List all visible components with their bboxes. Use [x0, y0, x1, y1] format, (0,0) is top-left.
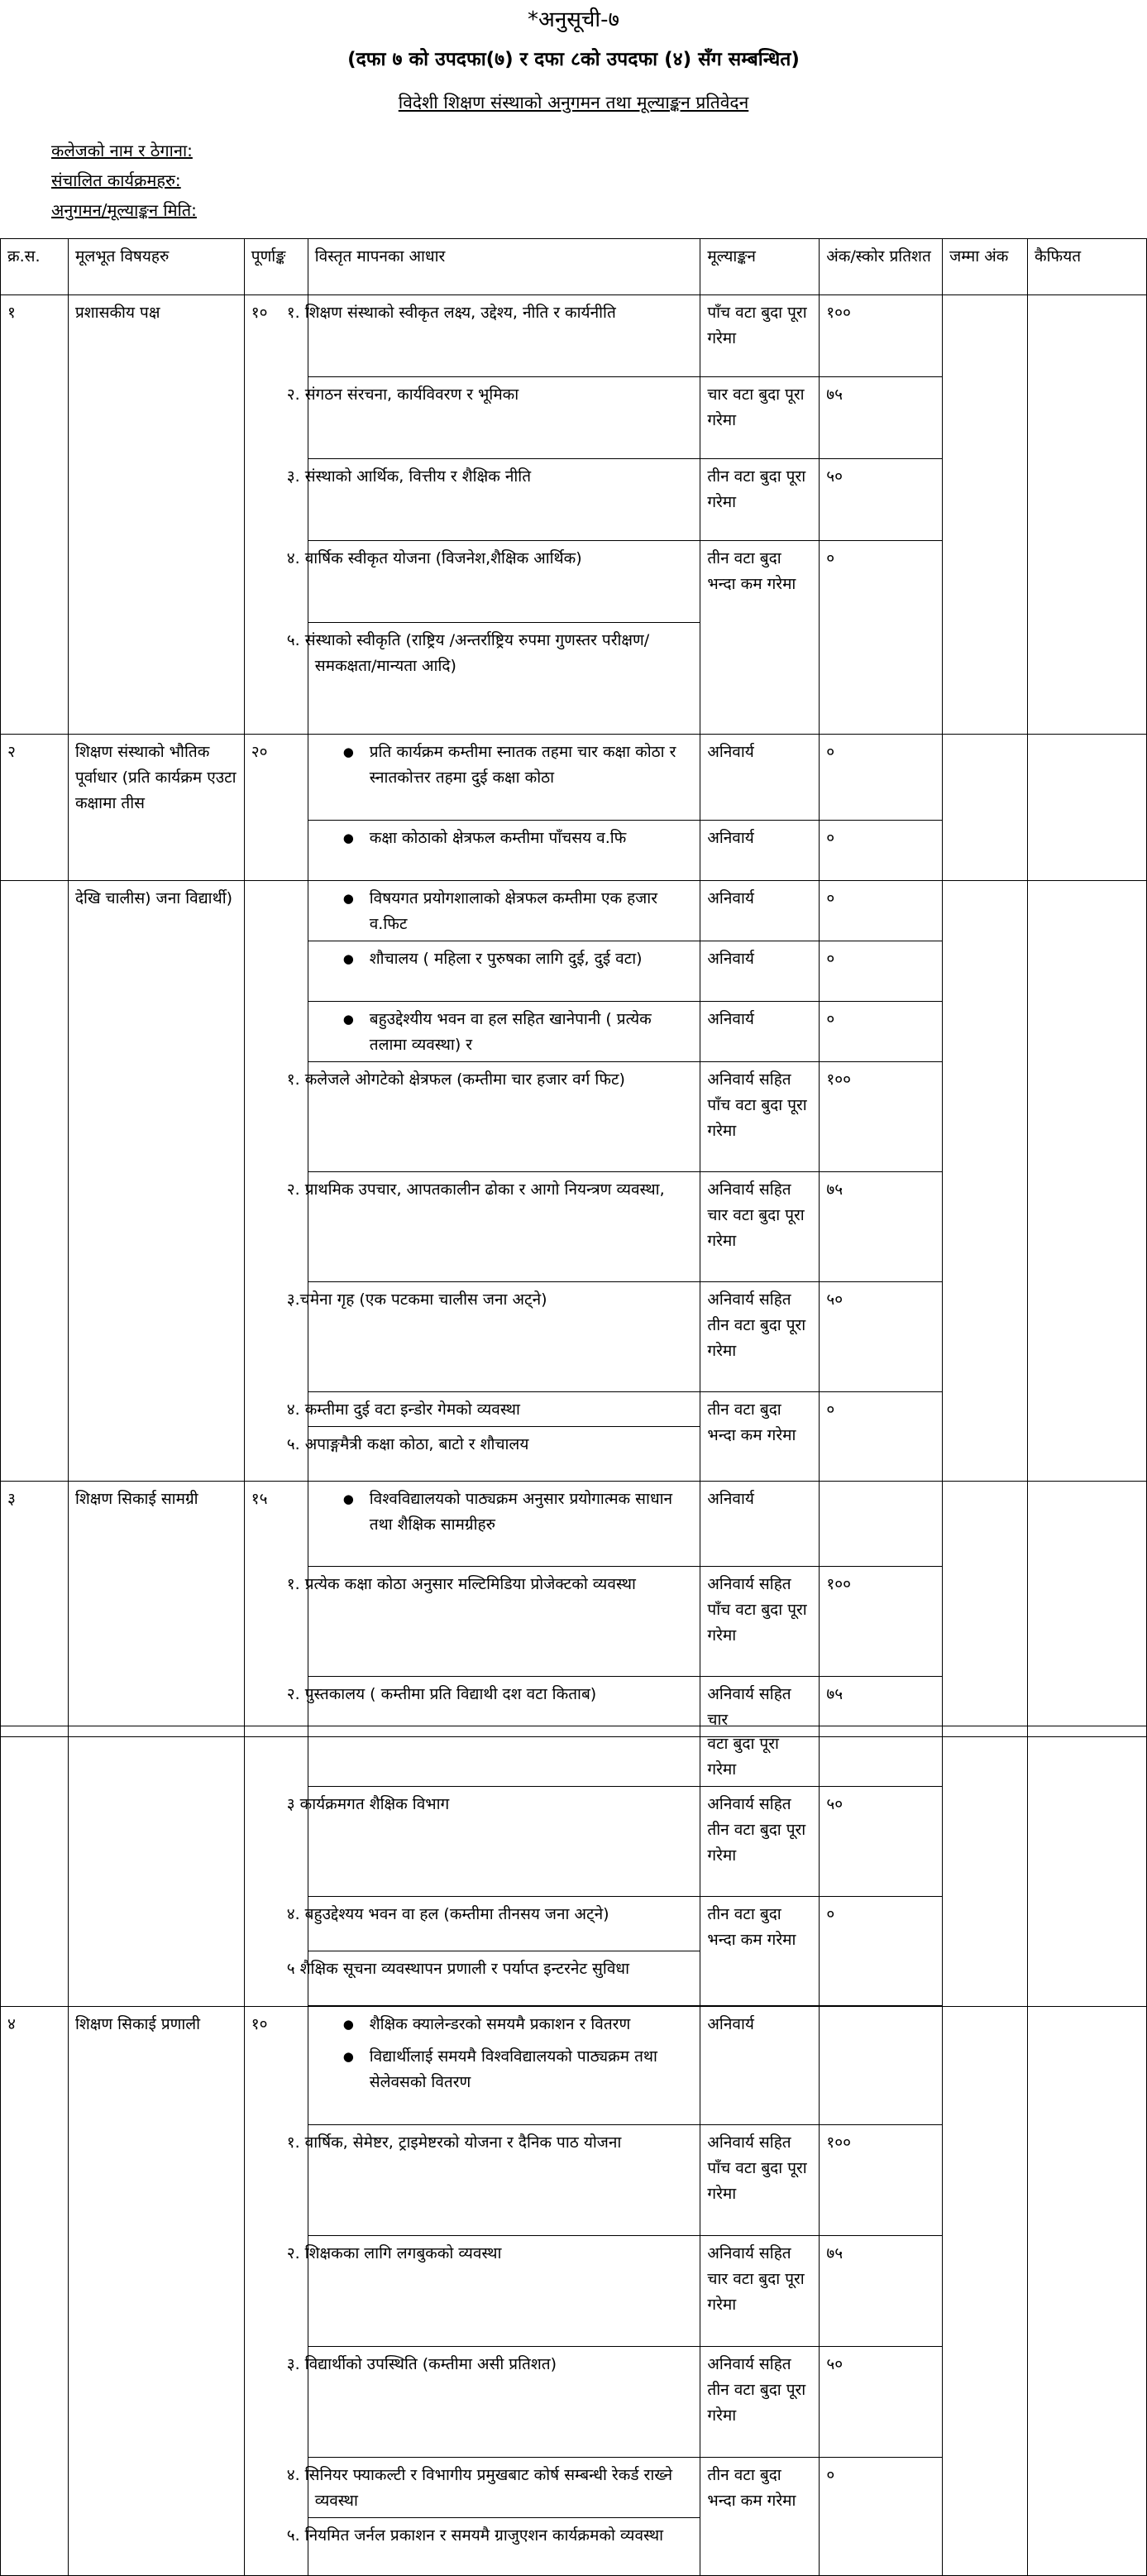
row3-eval-4: तीन वटा बुदा भन्दा कम गरेमा: [700, 1897, 820, 2006]
row2-bullet-2-text: ● कक्षा कोठाको क्षेत्रफल कम्तीमा पाँचसय व.फि: [315, 826, 694, 851]
row1-full-marks: १०: [244, 295, 308, 735]
row3-criterion-3: ३ कार्यक्रमगत शैक्षिक विभाग: [308, 1787, 700, 1897]
row1-total: [943, 295, 1028, 735]
row3-score-1: १००: [820, 1567, 943, 1677]
programs-field: संचालित कार्यक्रमहरु:: [51, 170, 181, 190]
row4-criterion-2: २. शिक्षकका लागि लगबुकको व्यवस्था: [308, 2236, 700, 2347]
row4-topic: शिक्षण सिकाई प्रणाली: [68, 2007, 244, 2576]
row4-criterion-4: ४. सिनियर फ्याकल्टी र विभागीय प्रमुखबाट कोर्ष सम्बन्धी रेकर्ड राख्ने व्यवस्था: [308, 2458, 700, 2518]
row3-remarks-part-a: [1028, 1482, 1147, 1737]
row2-score-3: ५०: [820, 1282, 943, 1392]
row1-criterion-5: ५. संस्थाको स्वीकृति (राष्ट्रिय /अन्तर्राष्ट्रिय रुपमा गुणस्तर परीक्षण/समकक्षता/मान्यता आदि): [308, 623, 700, 735]
row2-score-bullet-1: ०: [820, 735, 943, 821]
row3-eval-2-part-b: वटा बुदा पूरा गरेमा: [700, 1726, 820, 1787]
row4-eval-1: अनिवार्य सहित पाँच वटा बुदा पूरा गरेमा: [700, 2125, 820, 2236]
row1-eval-4: तीन वटा बुदा भन्दा कम गरेमा: [700, 541, 820, 735]
row1-sn: १: [1, 295, 69, 735]
row2-bullet-5-text: ● बहुउद्देश्यीय भवन वा हल सहित खानेपानी ( प्रत्येक तलामा व्यवस्था) र: [315, 1007, 694, 1058]
row2-total-part-a: [943, 735, 1028, 881]
row1-score-3: ५०: [820, 459, 943, 541]
table-header-row: [1, 239, 1147, 295]
row2-criterion-4: ४. कम्तीमा दुई वटा इन्डोर गेमको व्यवस्था: [308, 1392, 700, 1427]
row3-score-2: ७५: [820, 1677, 943, 1737]
table-row: [1, 1482, 1147, 1567]
row2-topic-part-b: देखि चालीस) जना विद्यार्थी): [68, 881, 244, 1482]
row3-total-part-a: [943, 1482, 1028, 1737]
row2-bullet-4: [308, 941, 700, 1002]
table-row: [1, 1726, 1147, 1787]
row2-bullet-3-text: ● विषयगत प्रयोगशालाको क्षेत्रफल कम्तीमा एक हजार व.फिट: [315, 886, 694, 937]
row2-score-bullet-4: ०: [820, 941, 943, 1002]
row2-bullet-3: [308, 881, 700, 941]
row2-score-4: ०: [820, 1392, 943, 1482]
col-header-evaluation: मूल्याङ्कन: [700, 239, 820, 295]
annex-number: *अनुसूची-७: [527, 7, 620, 32]
row2-bullet-5: [308, 1002, 700, 1062]
table-row: [1, 881, 1147, 941]
row1-score-1: १००: [820, 295, 943, 377]
row4-score-3: ५०: [820, 2347, 943, 2458]
row4-eval-4: तीन वटा बुदा भन्दा कम गरेमा: [700, 2458, 820, 2576]
row3-eval-bullet-1: अनिवार्य: [700, 1482, 820, 1567]
row2-criterion-3: ३.चमेना गृह (एक पटकमा चालीस जना अट्ने): [308, 1282, 700, 1392]
row2-score-bullet-2: ०: [820, 821, 943, 881]
row2-eval-bullet-4: अनिवार्य: [700, 941, 820, 1002]
row3-eval-2-part-a: अनिवार्य सहित चार: [700, 1677, 820, 1737]
row2-bullet-1: [308, 735, 700, 821]
col-header-sn: क्र.स.: [1, 239, 69, 295]
row4-criterion-1: १. वार्षिक, सेमेष्टर, ट्राइमेष्टरको योजना र दैनिक पाठ योजना: [308, 2125, 700, 2236]
row4-sn: ४: [1, 2007, 69, 2576]
row2-bullet-2: [308, 821, 700, 881]
row2-criterion-5: ५. अपाङ्गमैत्री कक्षा कोठा, बाटो र शौचालय: [308, 1427, 700, 1482]
row3-eval-3: अनिवार्य सहित तीन वटा बुदा पूरा गरेमा: [700, 1787, 820, 1897]
row1-criterion-3: ३. संस्थाको आर्थिक, वित्तीय र शैक्षिक नीति: [308, 459, 700, 541]
row2-eval-bullet-5: अनिवार्य: [700, 1002, 820, 1062]
row2-full-marks: २०: [244, 735, 308, 881]
row4-eval-bullets: अनिवार्य: [700, 2007, 820, 2125]
row2-eval-2: अनिवार्य सहित चार वटा बुदा पूरा गरेमा: [700, 1172, 820, 1282]
row1-topic: प्रशासकीय पक्ष: [68, 295, 244, 735]
row1-criterion-4: ४. वार्षिक स्वीकृत योजना (विजनेश,शैक्षिक आर्थिक): [308, 541, 700, 623]
row4-full-marks: १०: [244, 2007, 308, 2576]
row2-topic-part-a: शिक्षण संस्थाको भौतिक पूर्वाधार (प्रति कार्यक्रम एउटा कक्षामा तीस: [68, 735, 244, 881]
row1-eval-1: पाँच वटा बुदा पूरा गरेमा: [700, 295, 820, 377]
row2-bullet-4-text: ● शौचालय ( महिला र पुरुषका लागि दुई, दुई वटा): [315, 946, 694, 972]
row2-eval-bullet-1: अनिवार्य: [700, 735, 820, 821]
row3-score-bullet-1: [820, 1482, 943, 1567]
row3-remarks: [1028, 1726, 1147, 2007]
row2-score-bullet-5: ०: [820, 1002, 943, 1062]
row4-bullet-1-text: ● शैक्षिक क्यालेन्डरको समयमै प्रकाशन र वितरण: [315, 2012, 694, 2037]
row3-topic: शिक्षण सिकाई सामग्री: [68, 1482, 244, 1737]
college-name-field: कलेजको नाम र ठेगाना:: [51, 141, 193, 160]
row2-remarks-part-a: [1028, 735, 1147, 881]
row1-criterion-2: २. संगठन संरचना, कार्यविवरण र भूमिका: [308, 377, 700, 459]
row1-score-2: ७५: [820, 377, 943, 459]
row1-criterion-1: १. शिक्षण संस्थाको स्वीकृत लक्ष्य, उद्देश्य, नीति र कार्यनीति: [308, 295, 700, 377]
col-header-full-marks: पूर्णाङ्क: [244, 239, 308, 295]
row3-criterion-1: १. प्रत्येक कक्षा कोठा अनुसार मल्टिमिडिया प्रोजेक्टको व्यवस्था: [308, 1567, 700, 1677]
row4-criterion-3: ३. विद्यार्थीको उपस्थिति (कम्तीमा असी प्रतिशत): [308, 2347, 700, 2458]
row2-total: [943, 881, 1028, 1482]
date-field: अनुगमन/मूल्याङ्कन मिति:: [51, 200, 197, 220]
row3-sn-continued: [1, 1726, 69, 2007]
row2-eval-3: अनिवार्य सहित तीन वटा बुदा पूरा गरेमा: [700, 1282, 820, 1392]
evaluation-table-part-1: [0, 238, 1147, 881]
report-title: विदेशी शिक्षण संस्थाको अनुगमन तथा मूल्याङ्कन प्रतिवेदन: [398, 93, 749, 113]
row4-bullets: [308, 2007, 700, 2125]
row2-criterion-1: १. कलेजले ओगटेको क्षेत्रफल (कम्तीमा चार हजार वर्ग फिट): [308, 1062, 700, 1172]
row4-score-1: १००: [820, 2125, 943, 2236]
row3-score-3: ५०: [820, 1787, 943, 1897]
row4-remarks: [1028, 2007, 1147, 2576]
row1-score-4: ०: [820, 541, 943, 735]
row2-remarks: [1028, 881, 1147, 1482]
row3-criterion-5: ५ शैक्षिक सूचना व्यवस्थापन प्रणाली र पर्याप्त इन्टरनेट सुविधा: [308, 1951, 700, 2006]
row2-eval-bullet-2: अनिवार्य: [700, 821, 820, 881]
row4-bullet-2-text: ● विद्यार्थीलाई समयमै विश्वविद्यालयको पाठ्यक्रम तथा सेलेवसको वितरण: [315, 2044, 694, 2095]
row4-score-4: ०: [820, 2458, 943, 2576]
col-header-topic: मूलभूत विषयहरु: [68, 239, 244, 295]
row2-score-bullet-3: ०: [820, 881, 943, 941]
row2-criterion-2: २. प्राथमिक उपचार, आपतकालीन ढोका र आगो नियन्त्रण व्यवस्था,: [308, 1172, 700, 1282]
row4-score-bullets: [820, 2007, 943, 2125]
row1-remarks: [1028, 295, 1147, 735]
evaluation-table-part-3: [0, 1726, 1147, 2576]
col-header-score: अंक/स्कोर प्रतिशत: [820, 239, 943, 295]
row3-eval-1: अनिवार्य सहित पाँच वटा बुदा पूरा गरेमा: [700, 1567, 820, 1677]
row4-eval-2: अनिवार्य सहित चार वटा बुदा पूरा गरेमा: [700, 2236, 820, 2347]
table-row: [1, 735, 1147, 821]
row3-bullet-1: [308, 1482, 700, 1567]
row3-total: [943, 1726, 1028, 2007]
row3-criterion-2-continued: [308, 1726, 700, 1787]
row2-eval-1: अनिवार्य सहित पाँच वटा बुदा पूरा गरेमा: [700, 1062, 820, 1172]
row2-eval-4: तीन वटा बुदा भन्दा कम गरेमा: [700, 1392, 820, 1482]
row2-sn-continued: [1, 881, 69, 1482]
col-header-total: जम्मा अंक: [943, 239, 1028, 295]
row4-eval-3: अनिवार्य सहित तीन वटा बुदा पूरा गरेमा: [700, 2347, 820, 2458]
row2-eval-bullet-3: अनिवार्य: [700, 881, 820, 941]
row3-full-marks: १५: [244, 1482, 308, 1737]
evaluation-table-part-2: [0, 880, 1147, 1737]
row2-score-1: १००: [820, 1062, 943, 1172]
row3-criterion-4: ४. बहुउद्देश्यय भवन वा हल (कम्तीमा तीनसय जना अट्ने): [308, 1897, 700, 1951]
col-header-criteria: विस्तृत मापनका आधार: [308, 239, 700, 295]
row1-eval-3: तीन वटा बुदा पूरा गरेमा: [700, 459, 820, 541]
section-reference: (दफा ७ को उपदफा(७) र दफा ८को उपदफा (४) सँग सम्बन्धित): [347, 49, 800, 70]
table-row: [1, 295, 1147, 377]
table-row: [1, 2007, 1147, 2125]
row2-sn: २: [1, 735, 69, 881]
row3-score-2-continued: [820, 1726, 943, 1787]
row3-bullet-1-text: ● विश्वविद्यालयको पाठ्यक्रम अनुसार प्रयोगात्मक साधान तथा शैक्षिक सामग्रीहरु: [315, 1487, 694, 1538]
row3-score-4: ०: [820, 1897, 943, 2006]
col-header-remarks: कैफियत: [1028, 239, 1147, 295]
row3-criterion-2: २. पुस्तकालय ( कम्तीमा प्रति विद्याथी दश वटा किताब): [308, 1677, 700, 1737]
row1-eval-2: चार वटा बुदा पूरा गरेमा: [700, 377, 820, 459]
row4-total: [943, 2007, 1028, 2576]
row4-criterion-5: ५. नियमित जर्नल प्रकाशन र समयमै ग्राजुएशन कार्यक्रमको व्यवस्था: [308, 2518, 700, 2576]
row4-score-2: ७५: [820, 2236, 943, 2347]
row2-score-2: ७५: [820, 1172, 943, 1282]
row2-bullet-1-text: ● प्रति कार्यक्रम कम्तीमा स्नातक तहमा चार कक्षा कोठा र स्नातकोत्तर तहमा दुई कक्षा कोठा: [315, 740, 694, 791]
row3-sn: ३: [1, 1482, 69, 1737]
row3-topic-continued: [68, 1726, 244, 2007]
